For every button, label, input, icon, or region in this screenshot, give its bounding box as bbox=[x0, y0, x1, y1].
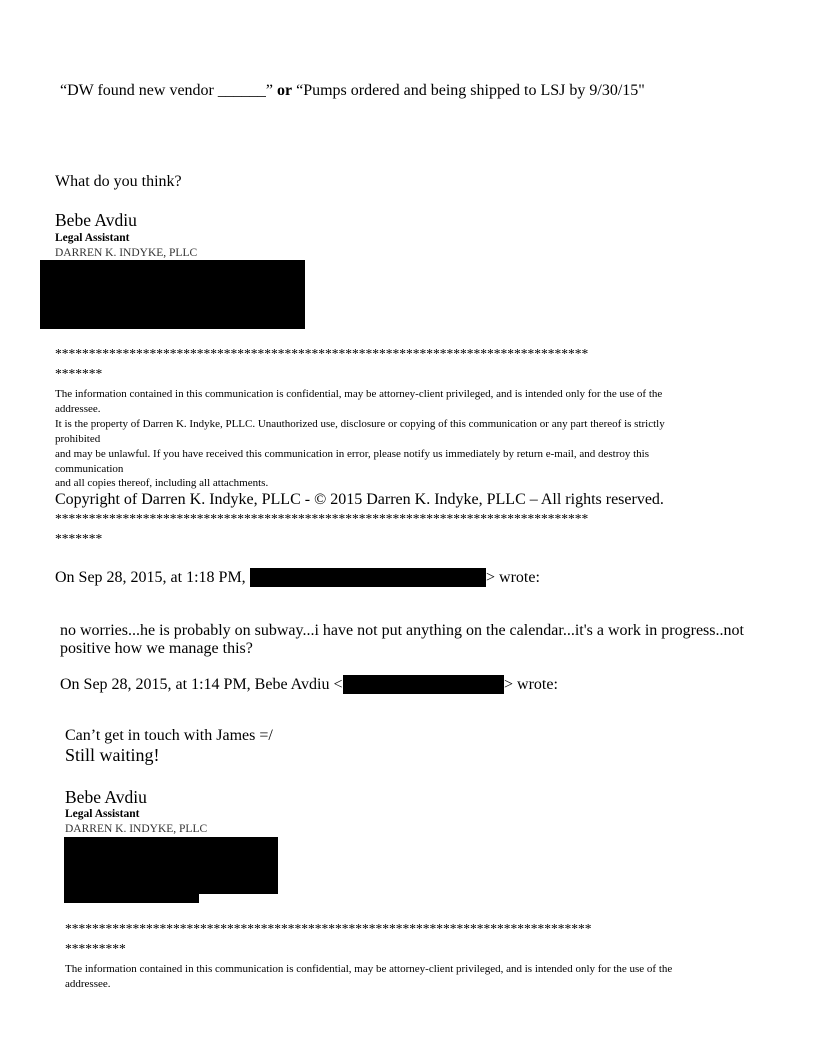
question-text: What do you think? bbox=[55, 173, 182, 190]
redaction-block bbox=[343, 675, 504, 694]
signature-name: Bebe Avdiu bbox=[65, 787, 147, 807]
separator-stars: ******************************************************************************* bbox=[55, 346, 589, 361]
reply-body: Can’t get in touch with James =/ bbox=[65, 727, 273, 744]
signature-title: Legal Assistant bbox=[55, 232, 130, 244]
disclaimer-line: prohibited bbox=[55, 433, 101, 445]
reply-body: no worries...he is probably on subway...i have not put anything on the calendar...it's a work in progress..not positive how we manage this? bbox=[60, 622, 744, 657]
quote-part-1: “DW found new vendor ______” bbox=[60, 82, 273, 99]
separator-stars: ********* bbox=[65, 941, 126, 956]
redaction-block bbox=[250, 568, 486, 587]
disclaimer-line: communication bbox=[55, 463, 124, 475]
disclaimer-line: and all copies thereof, including all attachments. bbox=[55, 477, 269, 489]
disclaimer-line: addressee. bbox=[65, 978, 111, 990]
signature-title: Legal Assistant bbox=[65, 808, 140, 820]
disclaimer-line: and may be unlawful. If you have received this communication in error, please notify us immediately by return e-mail, and destroy this bbox=[55, 448, 649, 460]
quote-line bbox=[60, 82, 645, 100]
copyright-line: Copyright of Darren K. Indyke, PLLC - © 2015 Darren K. Indyke, PLLC – All rights reserved. bbox=[55, 491, 664, 508]
reply-header-suffix: > wrote: bbox=[504, 676, 558, 693]
signature-firm: DARREN K. INDYKE, PLLC bbox=[55, 247, 198, 259]
quote-or: or bbox=[276, 82, 293, 99]
reply-header-suffix: > wrote: bbox=[486, 569, 540, 586]
separator-stars: ******* bbox=[55, 531, 103, 546]
disclaimer-line: addressee. bbox=[55, 403, 101, 415]
signature-name: Bebe Avdiu bbox=[55, 210, 137, 230]
separator-stars: ******************************************************************************* bbox=[55, 511, 589, 526]
reply-header: On Sep 28, 2015, at 1:18 PM, bbox=[55, 569, 246, 586]
quote-part-2: “Pumps ordered and being shipped to LSJ by 9/30/15" bbox=[296, 82, 645, 99]
redaction-block bbox=[40, 260, 305, 329]
reply-header: On Sep 28, 2015, at 1:14 PM, Bebe Avdiu < bbox=[60, 676, 343, 693]
redaction-block bbox=[64, 837, 278, 894]
signature-firm: DARREN K. INDYKE, PLLC bbox=[65, 823, 208, 835]
separator-stars: ****************************************************************************** bbox=[65, 921, 592, 936]
disclaimer-line: It is the property of Darren K. Indyke, PLLC. Unauthorized use, disclosure or copying of this communication or any part thereof is strictly bbox=[55, 418, 665, 430]
disclaimer-line: The information contained in this communication is confidential, may be attorney-client privileged, and is intended only for the use of the bbox=[55, 388, 663, 400]
separator-stars: ******* bbox=[55, 366, 103, 381]
disclaimer-line: The information contained in this communication is confidential, may be attorney-client privileged, and is intended only for the use of the bbox=[65, 963, 673, 975]
reply-body: Still waiting! bbox=[65, 745, 160, 765]
redaction-block bbox=[64, 893, 199, 903]
